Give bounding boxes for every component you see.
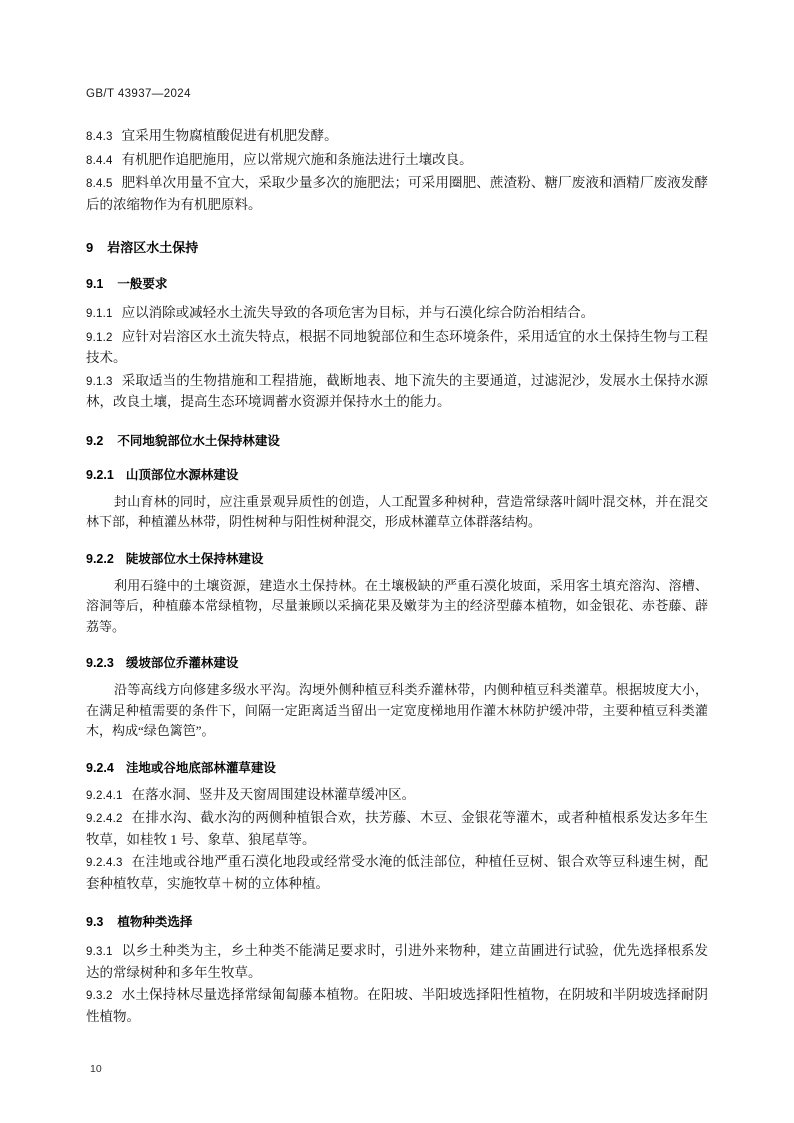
clause-number: 9.2.4.1 bbox=[86, 789, 123, 802]
clause-9-1-3 bbox=[86, 371, 708, 413]
heading-9 bbox=[86, 237, 708, 256]
clause-8-4-5 bbox=[86, 173, 708, 215]
clause-number: 9.1.3 bbox=[86, 375, 113, 388]
clause-number: 8.4.4 bbox=[86, 154, 113, 167]
clause-number: 9.1.1 bbox=[86, 308, 113, 320]
page-content bbox=[86, 88, 708, 1029]
clause-text: 应以消除或减轻水土流失导致的各项危害为目标，并与石漠化综合防治相结合。 bbox=[121, 305, 595, 320]
heading-9-2-1 bbox=[86, 465, 708, 483]
clause-text: 水土保持林尽量选择常绿匍匐藤本植物。在阳坡、半阳坡选择阳性植物，在阴坡和半阴坡选择耐阴性植物。 bbox=[86, 987, 708, 1024]
clause-text: 在洼地或谷地严重石漠化地段或经常受水淹的低洼部位，种植任豆树、银合欢等豆科速生树，配套种植牧草，实施牧草＋树的立体种植。 bbox=[86, 854, 708, 891]
clause-number: 8.4.5 bbox=[86, 178, 113, 190]
page-number: 10 bbox=[90, 1063, 102, 1075]
clause-number: 8.4.3 bbox=[86, 131, 113, 143]
heading-9-2-2 bbox=[86, 549, 708, 567]
clause-8-4-3 bbox=[86, 126, 708, 148]
heading-text: 岩溶区水土保持 bbox=[107, 240, 199, 255]
paragraph-9-2-2-body: 利用石缝中的土壤资源，建造水土保持林。在土壤极缺的严重石漠化坡面，采用客土填充溶沟、溶槽、溶洞等后，种植藤本常绿植物，尽量兼顾以采摘花果及嫩芽为主的经济型藤本植物，如金银花、赤苍藤、薜荔等。 bbox=[86, 577, 708, 634]
clause-number: 9.2.4.3 bbox=[86, 857, 123, 869]
clause-number: 9.3.1 bbox=[86, 946, 113, 958]
heading-number: 9.3 bbox=[86, 915, 104, 929]
clause-number: 9.2.4.2 bbox=[86, 813, 123, 825]
heading-text: 植物种类选择 bbox=[117, 915, 193, 929]
clause-text: 有机肥作追肥施用，应以常规穴施和条施法进行土壤改良。 bbox=[121, 151, 473, 167]
clause-text: 应针对岩溶区水土流失特点，根据不同地貌部位和生态环境条件，采用适宜的水土保持生物与工程技术。 bbox=[86, 328, 708, 365]
clause-number: 9.3.2 bbox=[86, 990, 113, 1002]
heading-text: 陡坡部位水土保持林建设 bbox=[125, 551, 264, 566]
heading-number: 9.2.1 bbox=[86, 467, 114, 482]
heading-text: 不同地貌部位水土保持林建设 bbox=[117, 433, 280, 448]
heading-9-2-3 bbox=[86, 653, 708, 671]
clause-9-1-2 bbox=[86, 327, 708, 369]
heading-9-1 bbox=[86, 274, 708, 292]
heading-number: 9.2.3 bbox=[86, 656, 114, 670]
heading-number: 9.1 bbox=[86, 277, 104, 291]
heading-number: 9.2 bbox=[86, 433, 104, 448]
clause-9-3-1 bbox=[86, 941, 708, 983]
paragraph-9-2-1-body: 封山育林的同时，应注重景观异质性的创造，人工配置多种树种，营造常绿落叶阔叶混交林，并在混交林下部，种植灌丛林带，阴性树种与阳性树种混交，形成林灌草立体群落结构。 bbox=[86, 493, 708, 529]
heading-9-2-4 bbox=[86, 758, 708, 776]
paragraph-9-2-3-body: 沿等高线方向修建多级水平沟。沟埂外侧种植豆科类乔灌林带，内侧种植豆科类灌草。根据坡度大小，在满足种植需要的条件下，间隔一定距离适当留出一定宽度梯地用作灌木林防护缓冲带，主要种植豆科类灌木，构成“绿色篱笆”。 bbox=[86, 682, 708, 738]
clause-text: 在落水洞、竖井及天窗周围建设林灌草缓冲区。 bbox=[131, 786, 416, 802]
heading-number: 9.2.2 bbox=[86, 551, 114, 566]
heading-text: 洼地或谷地底部林灌草建设 bbox=[125, 760, 276, 775]
clause-9-2-4-1 bbox=[86, 785, 708, 807]
clause-text: 肥料单次用量不宜大，采取少量多次的施肥法；可采用圈肥、蔗渣粉、糖厂废液和酒精厂废液发酵后的浓缩物作为有机肥原料。 bbox=[86, 175, 708, 212]
heading-text: 山顶部位水源林建设 bbox=[125, 467, 239, 482]
clause-9-2-4-3 bbox=[86, 852, 708, 894]
clause-text: 在排水沟、截水沟的两侧种植银合欢，扶芳藤、木豆、金银花等灌木，或者种植根系发达多年生牧草，如桂牧 1 号、象草、狼尾草等。 bbox=[86, 810, 708, 847]
clause-text: 采取适当的生物措施和工程措施，截断地表、地下流失的主要通道，过滤泥沙，发展水土保持水源林，改良土壤，提高生态环境调蓄水资源并保持水土的能力。 bbox=[86, 372, 708, 409]
clause-9-3-2 bbox=[86, 985, 708, 1027]
clause-9-1-1 bbox=[86, 303, 708, 325]
heading-text: 缓坡部位乔灌林建设 bbox=[125, 656, 239, 670]
clause-text: 以乡土种类为主，乡土种类不能满足要求时，引进外来物种，建立苗圃进行试验，优先选择根系发达的常绿树种和多年生牧草。 bbox=[86, 943, 708, 980]
clause-9-2-4-2 bbox=[86, 808, 708, 850]
clause-8-4-4 bbox=[86, 150, 708, 172]
clause-number: 9.1.2 bbox=[86, 331, 113, 344]
heading-text: 一般要求 bbox=[117, 277, 168, 291]
clause-text: 宜采用生物腐植酸促进有机肥发酵。 bbox=[121, 128, 338, 143]
heading-9-2 bbox=[86, 431, 708, 449]
heading-number: 9 bbox=[86, 240, 94, 255]
heading-number: 9.2.4 bbox=[86, 760, 114, 775]
standard-code-header: GB/T 43937—2024 bbox=[86, 88, 191, 100]
heading-9-3 bbox=[86, 912, 708, 930]
